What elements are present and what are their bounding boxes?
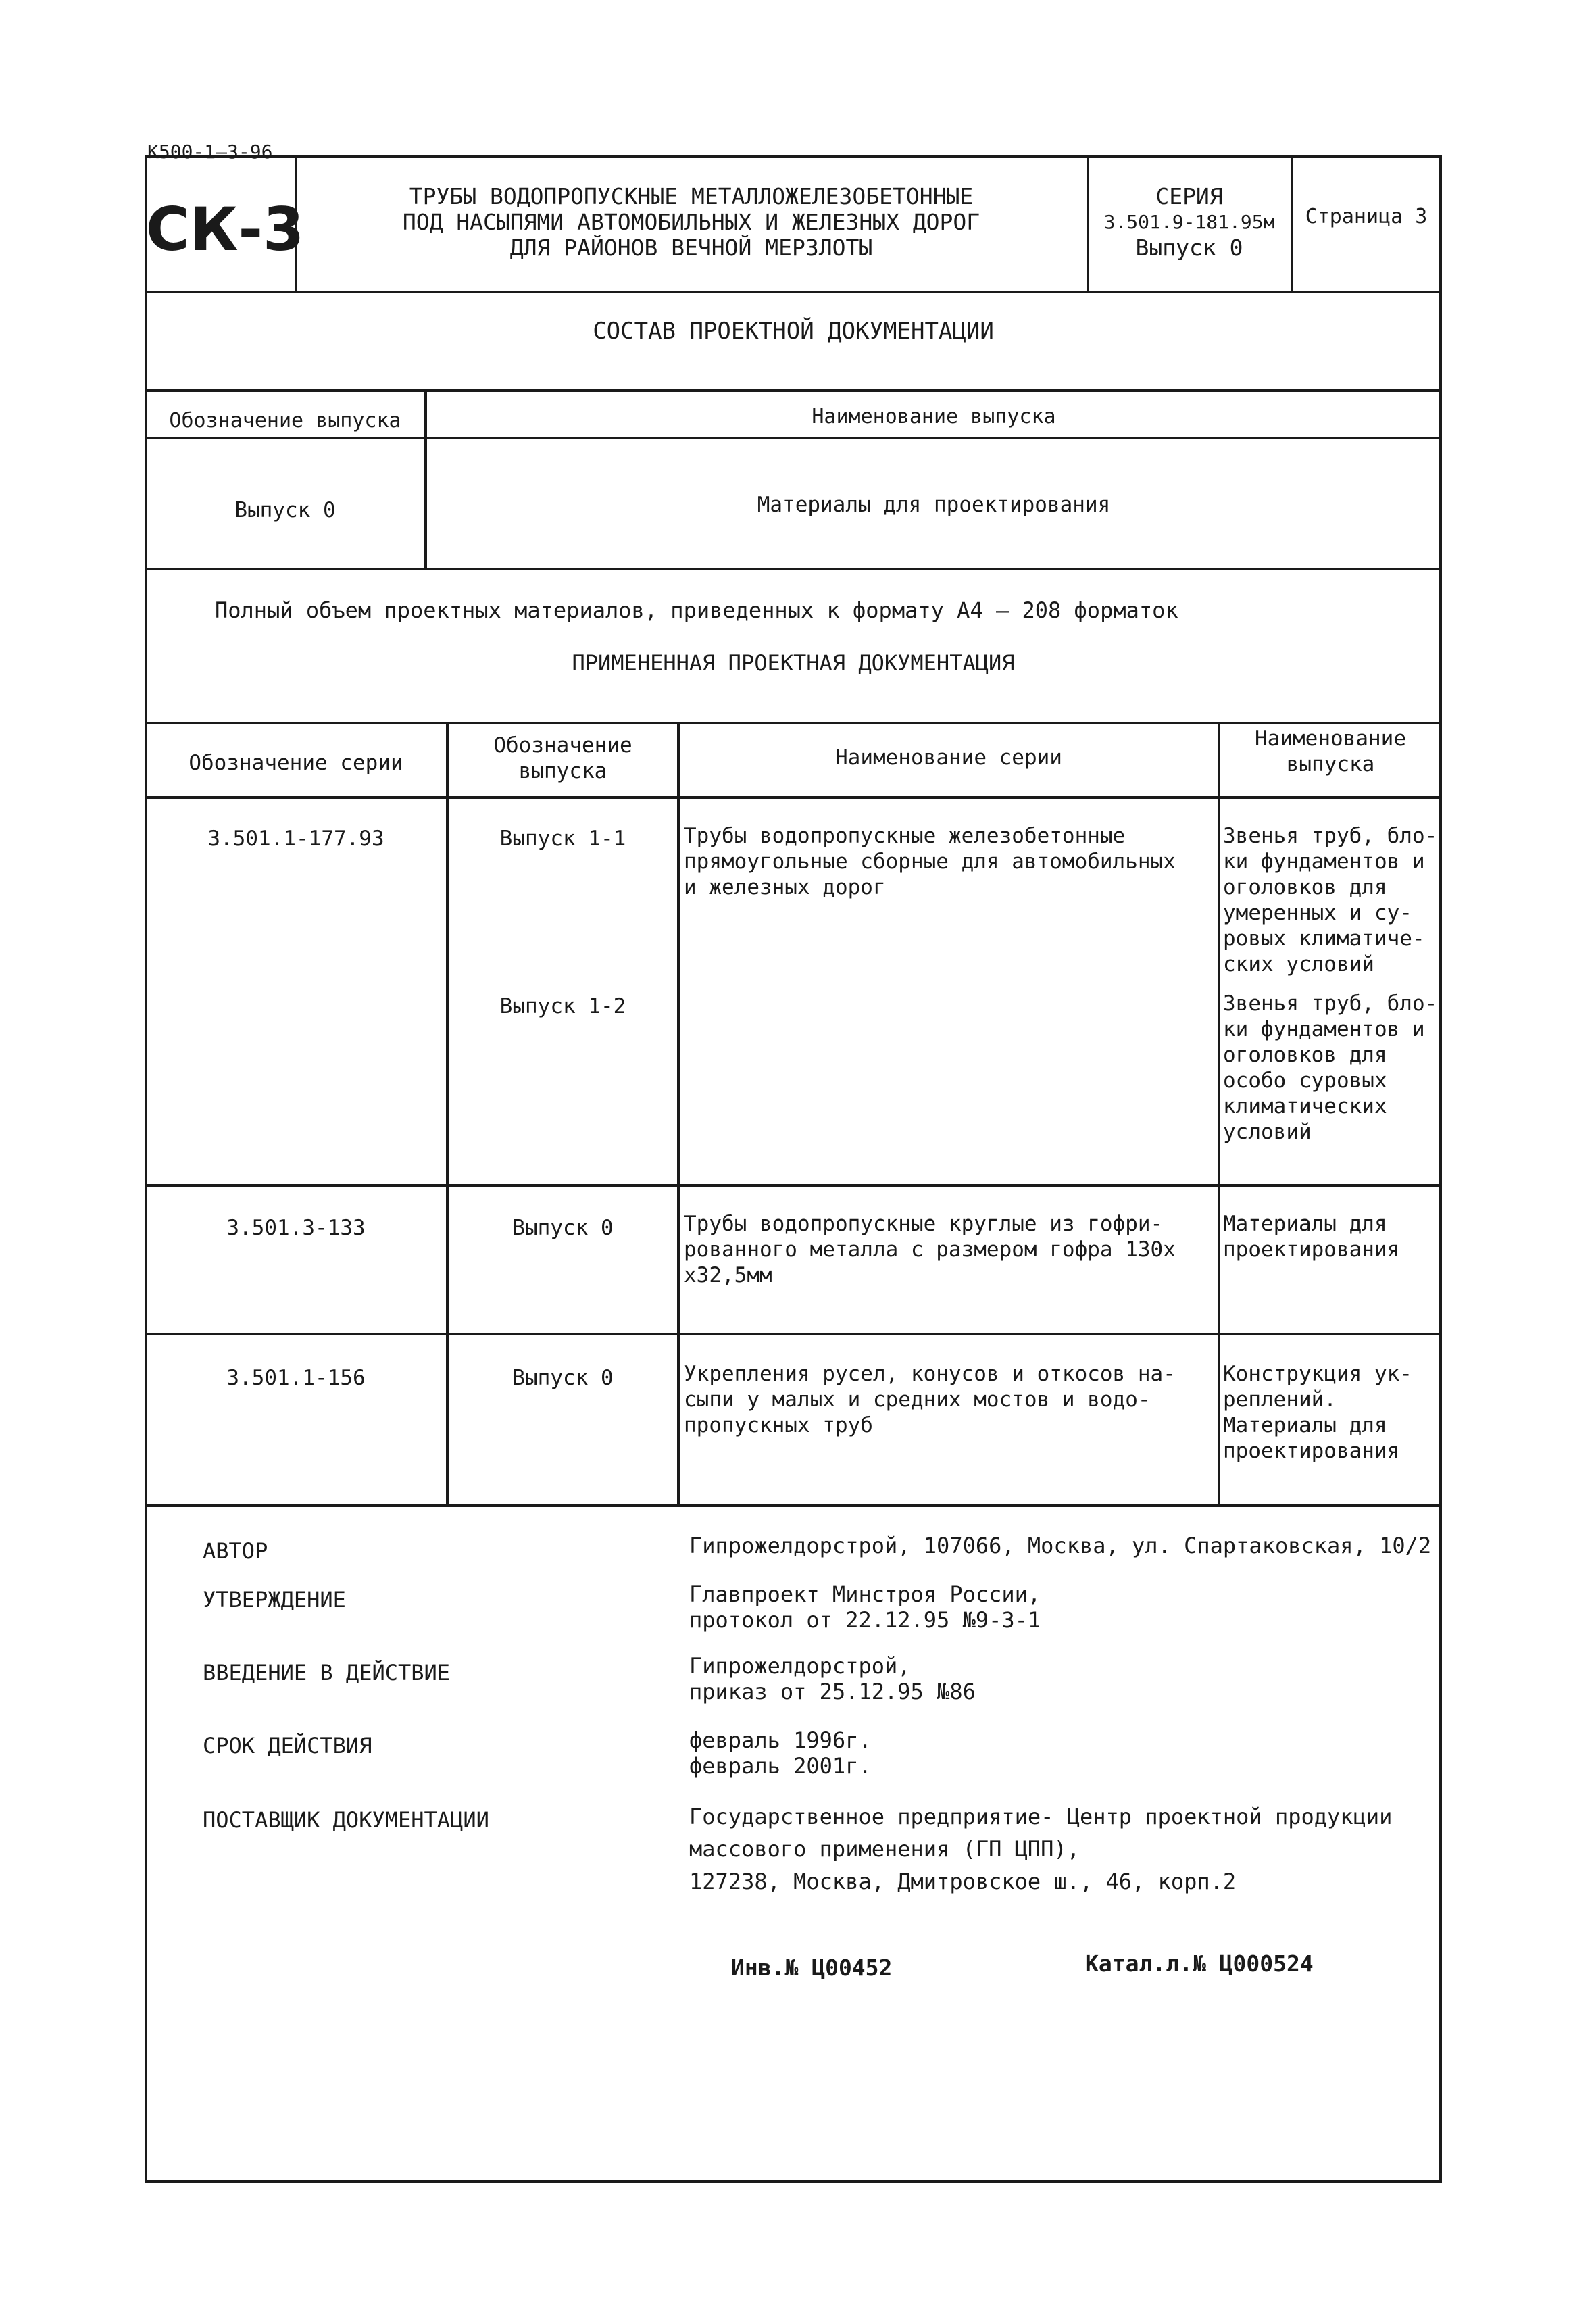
composition-heading: СОСТАВ ПРОЕКТНОЙ ДОКУМЕНТАЦИИ [593,318,994,345]
table-row-1-issue-name-1: Звенья труб, бло- ки фундаментов и оголовков для умеренных и су- ровых климатиче- ских условий [1223,824,1438,977]
page-number: Страница 3 [1305,205,1428,228]
series-issue: Выпуск 0 [1135,235,1243,261]
table-row-3-issue-name: Конструкция ук- реплений. Материалы для проектирования [1223,1362,1412,1463]
applied-col-issue-name-line-1: Наименование [1255,727,1406,751]
table-row-1-issue-2: Выпуск 1-2 [499,994,626,1018]
stamp-series [1089,184,1289,261]
applied-col-series-name: Наименование серии [835,745,1062,770]
table-row-3-series-name: Укрепления русел, конусов и откосов на- сыпи у малых и средних мостов и водо- пропускных труб [684,1362,1176,1437]
info-value-author: Гипрожелдорстрой, 107066, Москва, ул. Спартаковская, 10/2 [689,1533,1432,1558]
table-row-1-series-name: Трубы водопропускные железобетонные прямоугольные сборные для автомобильных и железных дорог [684,824,1176,900]
info-value-supplier: Государственное предприятие- Центр проектной продукции массового применения (ГП ЦПП), 127238, Москва, Дмитровское ш., 46, корп.2 [689,1804,1393,1894]
table-row-1-series: 3.501.1-177.93 [207,827,384,851]
table-row-3-series: 3.501.1-156 [226,1366,366,1390]
applied-col-series: Обозначение серии [189,751,403,775]
stamp-title [297,184,1085,261]
info-value-approval: Главпроект Минстроя России, протокол от 22.12.95 №9-3-1 [689,1581,1041,1633]
table-row-2-series: 3.501.3-133 [226,1216,366,1240]
info-label-approval: УТВЕРЖДЕНИЕ [203,1587,346,1613]
info-label-validity: СРОК ДЕЙСТВИЯ [203,1733,372,1758]
document-code: К500-1—3-96 [147,141,273,163]
series-number: 3.501.9-181.95м [1103,211,1275,233]
applied-col-issue-name [1220,726,1441,777]
table-row-2-issue-name: Материалы для проектирования [1223,1212,1400,1262]
volume-note: Полный объем проектных материалов, приведенных к формату А4 – 208 форматок [215,597,1178,623]
table-row-3-issue: Выпуск 0 [512,1366,614,1390]
applied-col-issue-name-line-2: выпуска [1286,752,1375,777]
composition-col-issue: Обозначение выпуска [169,409,401,433]
stamp-title-line-2: ПОД НАСЫПЯМИ АВТОМОБИЛЬНЫХ И ЖЕЛЕЗНЫХ ДОРОГ [402,209,980,235]
applied-heading: ПРИМЕНЕННАЯ ПРОЕКТНАЯ ДОКУМЕНТАЦИЯ [572,650,1015,676]
table-row-2-issue: Выпуск 0 [512,1216,614,1240]
stamp-title-line-1: ТРУБЫ ВОДОПРОПУСКНЫЕ МЕТАЛЛОЖЕЛЕЗОБЕТОННЫЕ [409,183,974,210]
inventory-number: Инв.№ Ц00452 [731,1954,893,1981]
table-row-1-issue-name-2: Звенья труб, бло- ки фундаментов и оголовков для особо суровых климатических условий [1223,991,1438,1144]
info-label-supplier: ПОСТАВЩИК ДОКУМЕНТАЦИИ [203,1807,489,1833]
info-label-author: АВТОР [203,1538,268,1564]
info-value-enactment: Гипрожелдорстрой, приказ от 25.12.95 №86 [689,1653,976,1704]
composition-col-name: Наименование выпуска [812,405,1056,428]
applied-col-issue [449,733,677,784]
table-row-1-issue-1: Выпуск 1-1 [499,827,626,851]
applied-col-issue-line-1: Обозначение [493,733,632,758]
stamp-title-line-3: ДЛЯ РАЙОНОВ ВЕЧНОЙ МЕРЗЛОТЫ [509,235,873,261]
catalog-number: Катал.л.№ Ц000524 [1085,1950,1314,1977]
table-row-2-series-name: Трубы водопропускные круглые из гофри- рованного металла с размером гофра 130х х32,5мм [684,1212,1176,1287]
info-value-validity: февраль 1996г. февраль 2001г. [689,1727,872,1779]
applied-col-issue-line-2: выпуска [518,759,607,783]
info-label-enactment: ВВЕДЕНИЕ В ДЕЙСТВИЕ [203,1660,451,1685]
stamp-code: СК-3 [146,195,305,264]
series-label: СЕРИЯ [1155,183,1223,210]
composition-row-name: Материалы для проектирования [757,493,1111,517]
composition-row-issue: Выпуск 0 [234,498,336,522]
